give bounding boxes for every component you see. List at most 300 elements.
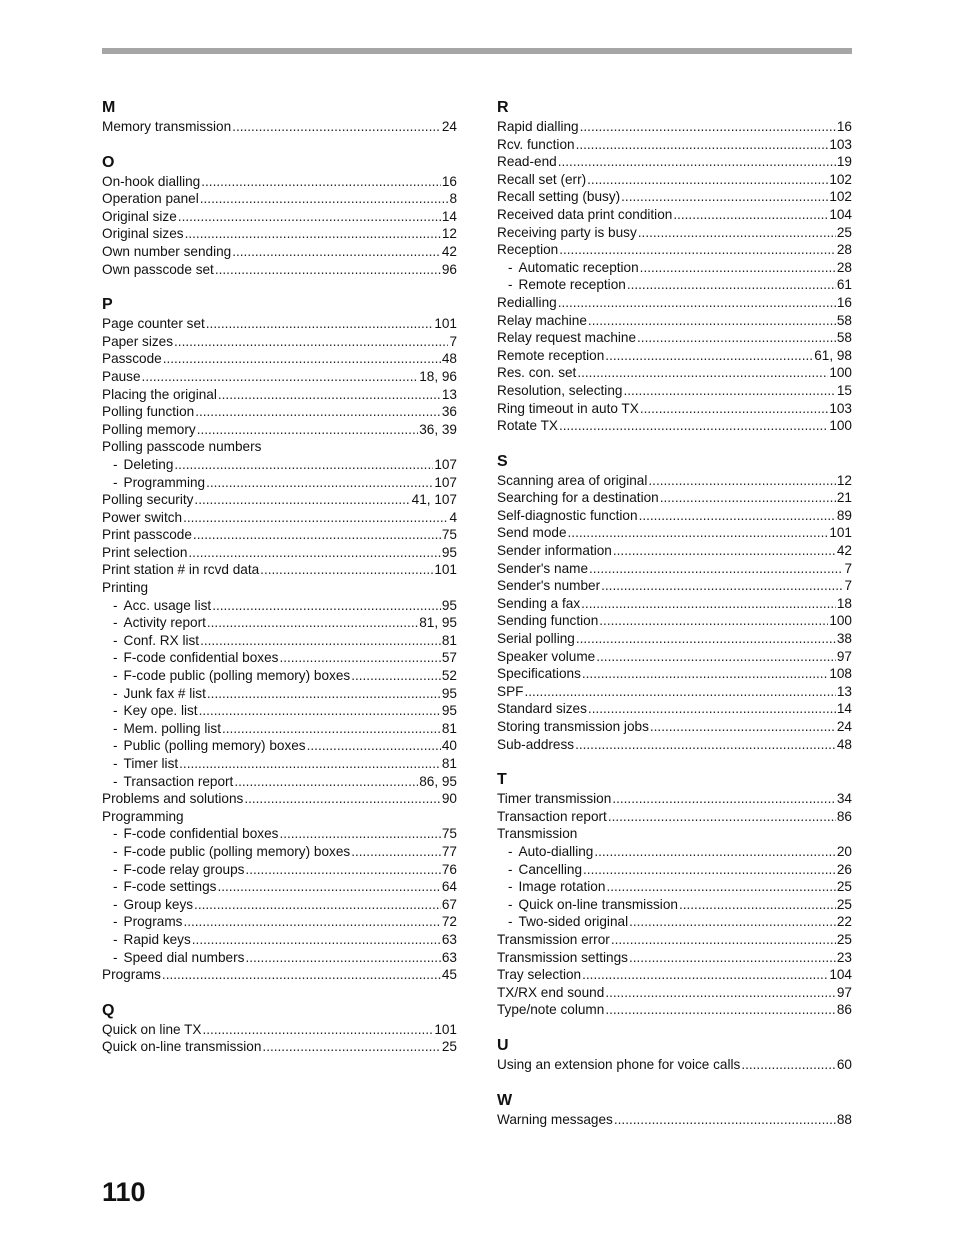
index-term xyxy=(102,243,231,261)
index-term-text: F-code confidential boxes xyxy=(123,826,279,842)
dot-leader xyxy=(178,208,441,226)
subentry-dash: - xyxy=(113,879,118,895)
index-term-text: Acc. usage list xyxy=(123,597,212,613)
index-term xyxy=(508,896,678,914)
subentry-dash: - xyxy=(113,456,118,472)
index-term-text: F-code public (polling memory) boxes xyxy=(123,843,351,859)
section-letter: R xyxy=(497,99,509,116)
index-subentry xyxy=(102,913,457,931)
dot-leader xyxy=(612,790,836,808)
index-term xyxy=(508,843,593,861)
index-term xyxy=(102,118,231,136)
index-subentry xyxy=(497,276,852,294)
page-reference: 103 xyxy=(829,400,852,416)
index-term xyxy=(497,665,581,683)
index-term xyxy=(497,542,612,560)
index-term xyxy=(102,368,141,386)
index-term-text: Group keys xyxy=(123,896,194,912)
index-entry xyxy=(497,153,852,171)
index-term-text: Original sizes xyxy=(102,226,184,242)
index-term-text: F-code public (polling memory) boxes xyxy=(123,668,351,684)
index-section-q xyxy=(102,1001,457,1056)
index-term-text: On-hook dialling xyxy=(102,173,201,189)
index-term-text: Sending a fax xyxy=(497,595,581,611)
dot-leader xyxy=(559,417,828,435)
page-reference: 14 xyxy=(441,208,457,224)
index-term-text: Print selection xyxy=(102,544,188,560)
index-term-text: Resolution, selecting xyxy=(497,382,623,398)
index-entry xyxy=(497,683,852,701)
index-term xyxy=(113,825,278,843)
index-term xyxy=(497,736,574,754)
index-term-text: Polling security xyxy=(102,492,194,508)
page-reference: 103 xyxy=(829,136,852,152)
page-reference: 34 xyxy=(836,791,852,807)
index-term-text: Auto-dialling xyxy=(518,843,594,859)
index-term-text: Quick on-line transmission xyxy=(518,896,678,912)
dot-leader xyxy=(558,153,836,171)
index-section-s xyxy=(497,452,852,754)
index-group-heading xyxy=(497,825,852,843)
index-term-text: Transmission settings xyxy=(497,949,628,965)
index-subentry xyxy=(102,737,457,755)
page-reference: 104 xyxy=(829,967,852,983)
subentry-dash: - xyxy=(508,879,513,895)
index-term-text: Transaction report xyxy=(123,773,234,789)
index-term-text: Sender's number xyxy=(497,578,601,594)
dot-leader xyxy=(245,949,440,967)
index-entry xyxy=(497,630,852,648)
page-reference: 24 xyxy=(836,719,852,734)
page-reference: 76 xyxy=(441,861,457,877)
dot-leader xyxy=(188,544,440,562)
index-term-text: Speed dial numbers xyxy=(123,949,245,965)
index-entry xyxy=(102,561,457,579)
page-reference: 97 xyxy=(836,648,852,664)
dot-leader xyxy=(576,630,836,648)
dot-leader xyxy=(558,294,836,312)
index-entry xyxy=(497,700,852,718)
index-term-text: Standard sizes xyxy=(497,701,587,717)
index-term xyxy=(102,544,187,562)
dot-leader xyxy=(605,347,813,365)
index-column-right xyxy=(497,98,852,1145)
subentry-dash: - xyxy=(113,914,118,930)
index-term-text: Page counter set xyxy=(102,316,205,332)
index-term-text: Relay request machine xyxy=(497,330,637,346)
page-reference: 7 xyxy=(449,333,457,349)
index-term xyxy=(102,386,217,404)
subentry-dash: - xyxy=(508,277,513,293)
dot-leader xyxy=(596,648,836,666)
subentry-dash: - xyxy=(113,632,118,648)
index-subentry xyxy=(102,949,457,967)
index-subentry xyxy=(102,755,457,773)
index-term xyxy=(113,474,205,492)
index-entry xyxy=(497,560,852,578)
index-term-text: Quick on line TX xyxy=(102,1021,202,1037)
subentry-dash: - xyxy=(508,861,513,877)
page-reference: 41, 107 xyxy=(411,492,457,508)
dot-leader xyxy=(195,403,441,421)
index-term-text: Problems and solutions xyxy=(102,791,244,807)
index-term-text: Sender's name xyxy=(497,560,589,576)
section-letter: U xyxy=(497,1036,509,1054)
index-entry xyxy=(102,315,457,333)
page-reference: 95 xyxy=(441,597,457,613)
page-reference: 77 xyxy=(441,843,457,859)
dot-leader xyxy=(679,896,836,914)
page-reference: 19 xyxy=(836,154,852,170)
index-term xyxy=(497,949,628,967)
subentry-dash: - xyxy=(113,720,118,736)
dot-leader xyxy=(580,118,836,136)
index-subentry xyxy=(102,896,457,914)
page-reference: 107 xyxy=(434,456,457,472)
section-letter: P xyxy=(102,296,113,314)
dot-leader xyxy=(582,665,828,683)
index-term-text: Tray selection xyxy=(497,967,582,983)
page-reference: 95 xyxy=(441,544,457,560)
index-term-text: Using an extension phone for voice calls xyxy=(497,1056,741,1072)
subentry-dash: - xyxy=(113,861,118,877)
index-entry xyxy=(102,421,457,439)
index-term-text: Programming xyxy=(123,474,206,490)
dot-leader xyxy=(199,702,441,720)
dot-leader xyxy=(200,190,449,208)
index-term-text: Receiving party is busy xyxy=(497,224,637,240)
index-term-text: Speaker volume xyxy=(497,648,596,664)
index-term xyxy=(497,118,579,136)
index-term xyxy=(102,173,200,191)
dot-leader xyxy=(201,173,441,191)
index-entry xyxy=(102,350,457,368)
page-reference: 101 xyxy=(829,525,852,541)
page-reference: 13 xyxy=(836,683,852,699)
index-term xyxy=(497,966,581,984)
index-subentry xyxy=(102,931,457,949)
index-term xyxy=(497,577,600,595)
page-reference: 21 xyxy=(836,490,852,506)
index-entry xyxy=(102,333,457,351)
index-term xyxy=(113,685,206,703)
subentry-dash: - xyxy=(508,914,513,930)
page-reference: 45 xyxy=(441,967,457,983)
index-term xyxy=(497,984,604,1002)
index-term xyxy=(102,403,194,421)
index-term-text: Transaction report xyxy=(497,808,607,824)
index-term xyxy=(102,1021,201,1039)
dot-leader xyxy=(588,700,836,718)
index-term-text: Remote reception xyxy=(518,277,626,293)
index-term xyxy=(102,261,214,279)
index-entry xyxy=(497,966,852,984)
index-term xyxy=(102,333,173,351)
index-term: Printing xyxy=(102,580,149,596)
section-letter: W xyxy=(497,1091,513,1109)
dot-leader xyxy=(183,913,440,931)
page-reference: 25 xyxy=(836,879,852,895)
index-section-w xyxy=(497,1091,852,1129)
index-subentry xyxy=(497,259,852,277)
index-term xyxy=(497,612,598,630)
index-entry xyxy=(102,225,457,243)
index-term-text: Type/note column xyxy=(497,1002,605,1018)
subentry-dash: - xyxy=(113,703,118,719)
index-term xyxy=(113,755,178,773)
page-reference: 96 xyxy=(441,261,457,277)
index-term xyxy=(102,491,193,509)
section-letter: M xyxy=(102,99,116,116)
index-entry xyxy=(102,544,457,562)
page-reference: 36, 39 xyxy=(419,421,457,437)
index-group-heading xyxy=(102,438,457,456)
section-letter: T xyxy=(497,771,507,789)
page-reference: 67 xyxy=(441,896,457,912)
dot-leader xyxy=(194,896,441,914)
index-subentry xyxy=(497,913,852,931)
index-section-m xyxy=(102,98,457,136)
index-term-text: Own passcode set xyxy=(102,261,214,277)
index-term-text: Redialling xyxy=(497,294,557,310)
index-section-p xyxy=(102,295,457,984)
index-term xyxy=(497,700,587,718)
index-term-text: Conf. RX list xyxy=(123,632,200,648)
index-term-text: Scanning area of original xyxy=(497,472,648,488)
index-term-text: Automatic reception xyxy=(518,259,639,275)
index-term xyxy=(497,153,557,171)
dot-leader xyxy=(279,649,440,667)
index-subentry xyxy=(102,702,457,720)
dot-leader xyxy=(577,364,828,382)
index-term: Transmission xyxy=(497,826,578,842)
page-reference: 86 xyxy=(836,808,852,824)
index-subentry xyxy=(102,614,457,632)
dot-leader xyxy=(606,878,835,896)
index-entry xyxy=(497,294,852,312)
index-subentry xyxy=(102,878,457,896)
page-reference: 25 xyxy=(441,1039,457,1055)
index-term xyxy=(497,630,575,648)
index-term-text: Public (polling memory) boxes xyxy=(123,738,306,754)
subentry-dash: - xyxy=(113,756,118,771)
index-entry xyxy=(102,173,457,191)
index-term xyxy=(113,649,278,667)
dot-leader xyxy=(232,243,441,261)
page-reference: 15 xyxy=(836,382,852,398)
dot-leader xyxy=(212,597,441,615)
page-reference: 58 xyxy=(836,312,852,328)
index-term: Programming xyxy=(102,808,184,824)
index-term-text: Recall set (err) xyxy=(497,171,587,187)
index-entry xyxy=(497,171,852,189)
index-term-text: Relay machine xyxy=(497,312,587,328)
dot-leader xyxy=(605,984,836,1002)
index-term-text: Reception xyxy=(497,242,559,258)
subentry-dash: - xyxy=(113,773,118,789)
index-term xyxy=(497,329,636,347)
dot-leader xyxy=(627,276,836,294)
page-reference: 81 xyxy=(441,632,457,648)
index-subentry xyxy=(497,843,852,861)
index-term xyxy=(113,632,199,650)
index-term xyxy=(113,949,244,967)
index-column-left xyxy=(102,98,457,1073)
page-reference: 89 xyxy=(836,507,852,523)
page-reference: 58 xyxy=(836,330,852,346)
index-subentry xyxy=(102,456,457,474)
index-section-u xyxy=(497,1036,852,1074)
index-term-text: Polling memory xyxy=(102,421,196,437)
index-term xyxy=(102,790,243,808)
index-entry xyxy=(497,612,852,630)
index-term xyxy=(497,718,649,736)
dot-leader xyxy=(660,489,836,507)
index-term xyxy=(508,861,582,879)
dot-leader xyxy=(650,718,836,736)
index-entry xyxy=(102,1038,457,1056)
index-entry xyxy=(497,400,852,418)
dot-leader xyxy=(568,524,829,542)
dot-leader xyxy=(629,913,836,931)
index-term-text: Send mode xyxy=(497,525,567,541)
page-reference: 102 xyxy=(829,171,852,187)
index-group-heading xyxy=(102,579,457,597)
dot-leader xyxy=(613,542,836,560)
subentry-dash: - xyxy=(113,474,118,490)
index-term-text: Junk fax # list xyxy=(123,685,206,701)
page-reference: 12 xyxy=(441,226,457,242)
page-reference: 16 xyxy=(836,294,852,310)
index-term-text: Warning messages xyxy=(497,1111,613,1127)
index-entry xyxy=(102,118,457,136)
dot-leader xyxy=(599,612,828,630)
index-entry xyxy=(497,1056,852,1074)
index-term xyxy=(113,896,193,914)
index-entry xyxy=(497,507,852,525)
page-number: 110 xyxy=(102,1177,146,1207)
index-term xyxy=(102,421,196,439)
dot-leader xyxy=(244,790,441,808)
index-term-text: Rotate TX xyxy=(497,418,558,434)
index-entry xyxy=(497,542,852,560)
page-reference: 20 xyxy=(836,843,852,859)
index-entry xyxy=(497,524,852,542)
dot-leader xyxy=(206,474,433,492)
index-term xyxy=(497,648,595,666)
dot-leader xyxy=(524,683,835,701)
dot-leader xyxy=(197,421,419,439)
dot-leader xyxy=(351,667,441,685)
page-reference: 81 xyxy=(441,720,457,736)
index-subentry xyxy=(102,825,457,843)
index-term xyxy=(497,136,575,154)
index-entry xyxy=(497,188,852,206)
index-entry xyxy=(497,364,852,382)
index-term xyxy=(508,259,639,277)
index-term xyxy=(113,614,206,632)
dot-leader xyxy=(245,861,440,879)
dot-leader xyxy=(194,491,410,509)
page-reference: 95 xyxy=(441,703,457,719)
dot-leader xyxy=(673,206,828,224)
index-entry xyxy=(497,595,852,613)
index-section-r xyxy=(497,98,852,435)
index-term xyxy=(113,773,233,791)
index-term-text: Deleting xyxy=(123,456,174,472)
index-term xyxy=(508,913,628,931)
page-reference: 28 xyxy=(836,259,852,275)
dot-leader xyxy=(206,315,434,333)
index-entry xyxy=(102,243,457,261)
page-reference: 88 xyxy=(836,1111,852,1127)
page-reference: 57 xyxy=(441,650,457,666)
index-term xyxy=(497,683,523,701)
page-reference: 72 xyxy=(441,914,457,930)
index-term-text: Specifications xyxy=(497,666,581,682)
index-entry xyxy=(102,208,457,226)
dot-leader xyxy=(605,1001,836,1019)
index-entry xyxy=(497,472,852,490)
index-term-text: Searching for a destination xyxy=(497,490,659,506)
page-reference: 18, 96 xyxy=(419,368,457,384)
index-term-text: Passcode xyxy=(102,351,162,367)
index-entry xyxy=(497,984,852,1002)
page-reference: 25 xyxy=(836,931,852,947)
index-entry xyxy=(497,206,852,224)
index-term xyxy=(497,790,611,808)
section-letter: Q xyxy=(102,1001,115,1019)
index-entry xyxy=(497,489,852,507)
index-term-text: Recall setting (busy) xyxy=(497,189,621,205)
page-reference: 28 xyxy=(836,242,852,258)
dot-leader xyxy=(581,595,836,613)
index-term-text: Programs xyxy=(123,914,183,930)
dot-leader xyxy=(174,456,433,474)
index-term xyxy=(113,861,244,879)
index-term-text: Received data print condition xyxy=(497,206,673,222)
page-reference: 7 xyxy=(844,560,852,576)
dot-leader xyxy=(207,614,418,632)
index-entry xyxy=(497,665,852,683)
index-term-text: Self-diagnostic function xyxy=(497,507,638,523)
index-term xyxy=(113,597,211,615)
dot-leader xyxy=(262,1038,440,1056)
index-term xyxy=(113,931,191,949)
index-entry xyxy=(497,136,852,154)
index-term-text: Remote reception xyxy=(497,347,605,363)
page-reference: 63 xyxy=(441,949,457,965)
subentry-dash: - xyxy=(508,259,513,275)
index-term-text: Timer transmission xyxy=(497,791,612,807)
index-term xyxy=(113,878,216,896)
index-term xyxy=(497,224,637,242)
index-term xyxy=(497,472,647,490)
index-subentry xyxy=(497,861,852,879)
page-reference: 36 xyxy=(441,404,457,420)
index-entry xyxy=(102,1021,457,1039)
index-term-text: Timer list xyxy=(123,756,179,771)
dot-leader xyxy=(608,808,836,826)
index-term-text: Transmission error xyxy=(497,931,610,947)
index-subentry xyxy=(102,649,457,667)
page-reference: 25 xyxy=(836,224,852,240)
section-letter: S xyxy=(497,452,508,470)
dot-leader xyxy=(163,350,441,368)
index-term-text: Power switch xyxy=(102,509,183,525)
index-term-text: Cancelling xyxy=(518,861,583,877)
index-subentry xyxy=(497,896,852,914)
